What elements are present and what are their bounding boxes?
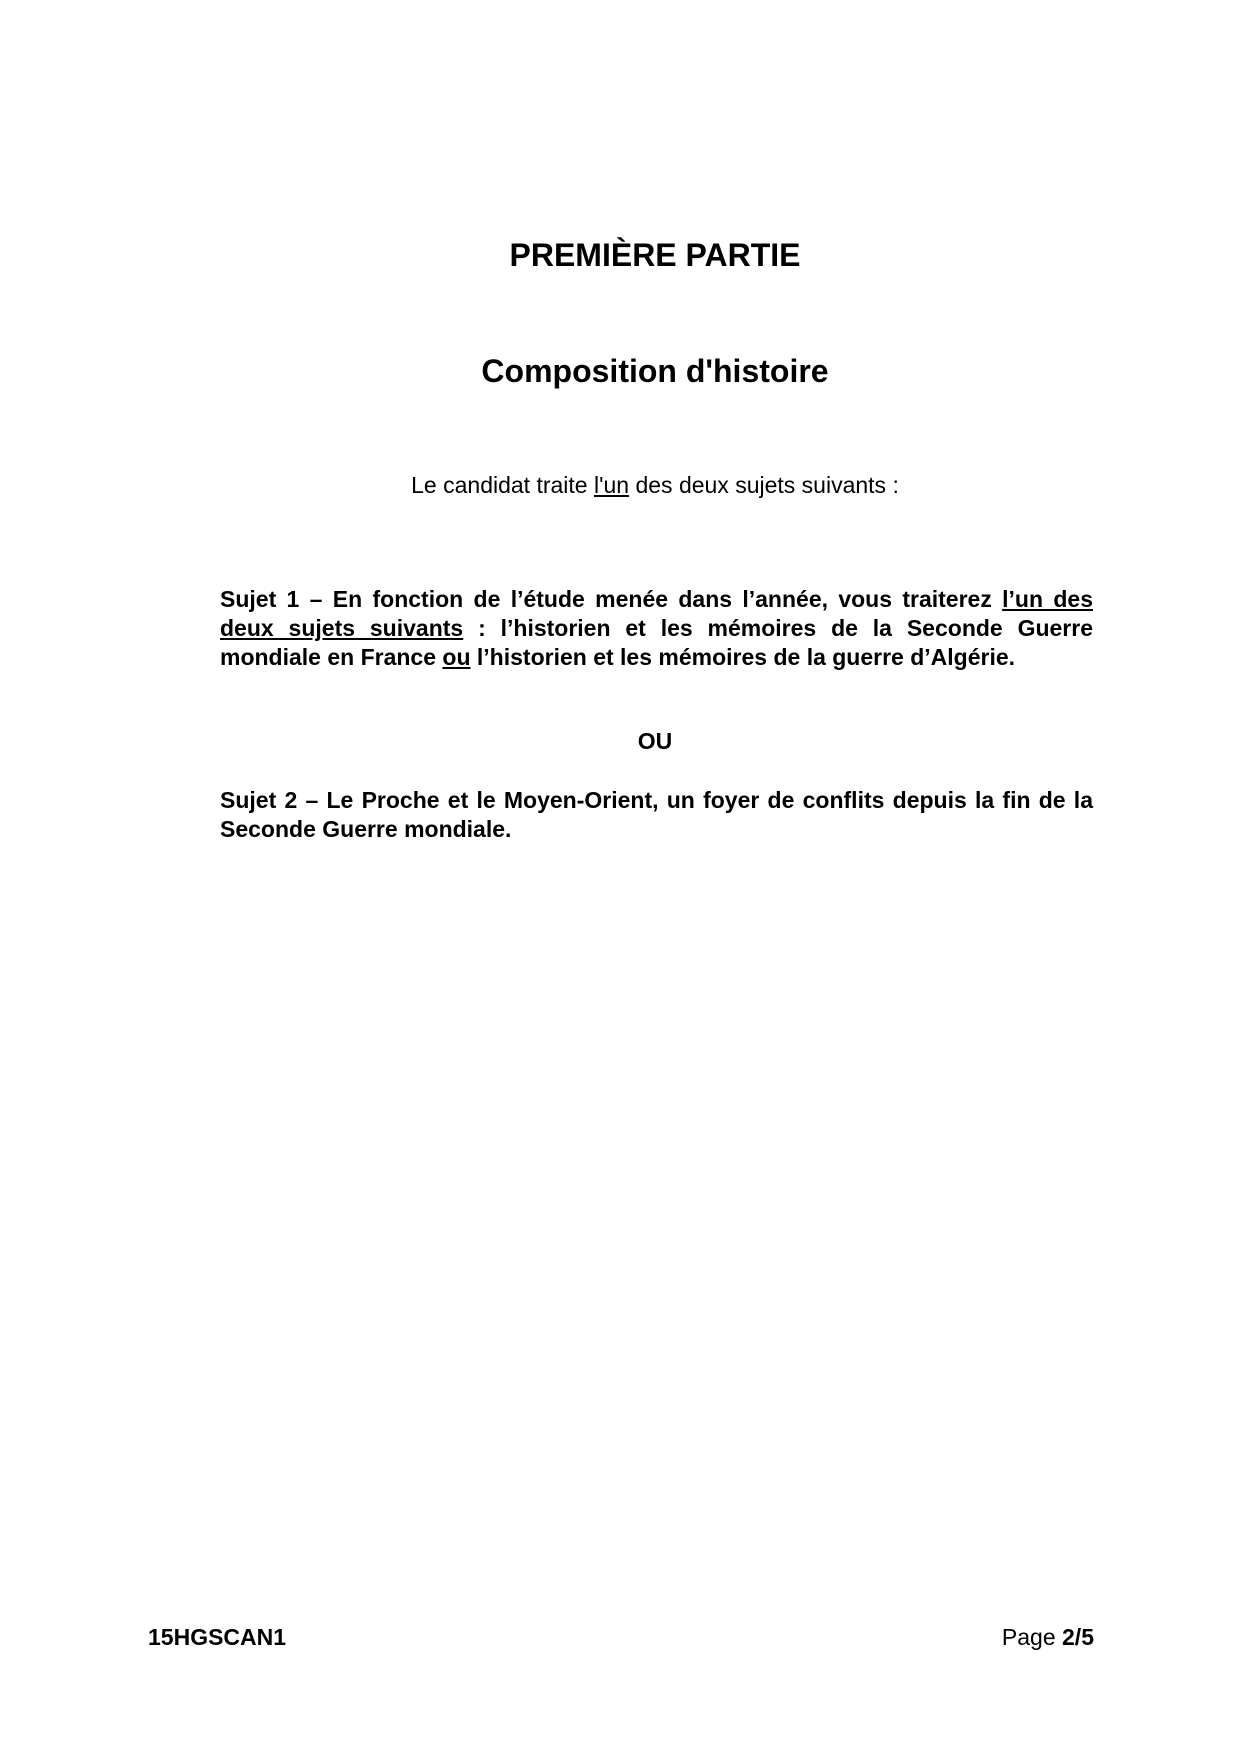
- instruction-underlined: l'un: [593, 472, 630, 498]
- instruction-before: Le candidat traite: [411, 472, 594, 498]
- subject-1: [220, 585, 1093, 672]
- subject-1-part-1: Sujet 1 – En fonction de l’étude menée dans l’année, vous traiterez: [220, 586, 1003, 612]
- subject-1-underlined-1: l’un des deux sujets suivants: [220, 586, 1093, 641]
- exam-code: 15HGSCAN1: [148, 1624, 287, 1650]
- instruction-after: des deux sujets suivants :: [629, 472, 899, 498]
- subject-1-part-3: l’historien et les mémoires de la guerre d’Algérie.: [470, 644, 1016, 670]
- subject-1-underlined-2: ou: [442, 644, 471, 670]
- part-title: PREMIÈRE PARTIE: [509, 237, 801, 273]
- page-number: 2/5: [1062, 1624, 1094, 1650]
- or-separator: OU: [637, 728, 673, 754]
- subject-1-part-2: : l’historien et les mémoires de la Seconde Guerre mondiale en France: [220, 615, 1093, 670]
- page-label: Page: [1001, 1624, 1063, 1650]
- subject-2: Sujet 2 – Le Proche et le Moyen-Orient, un foyer de conflits depuis la fin de la Seconde Guerre mondiale.: [220, 787, 1093, 842]
- section-title: Composition d'histoire: [481, 353, 829, 389]
- instruction-text: [0, 472, 1240, 499]
- page-indicator: [1002, 1624, 1094, 1651]
